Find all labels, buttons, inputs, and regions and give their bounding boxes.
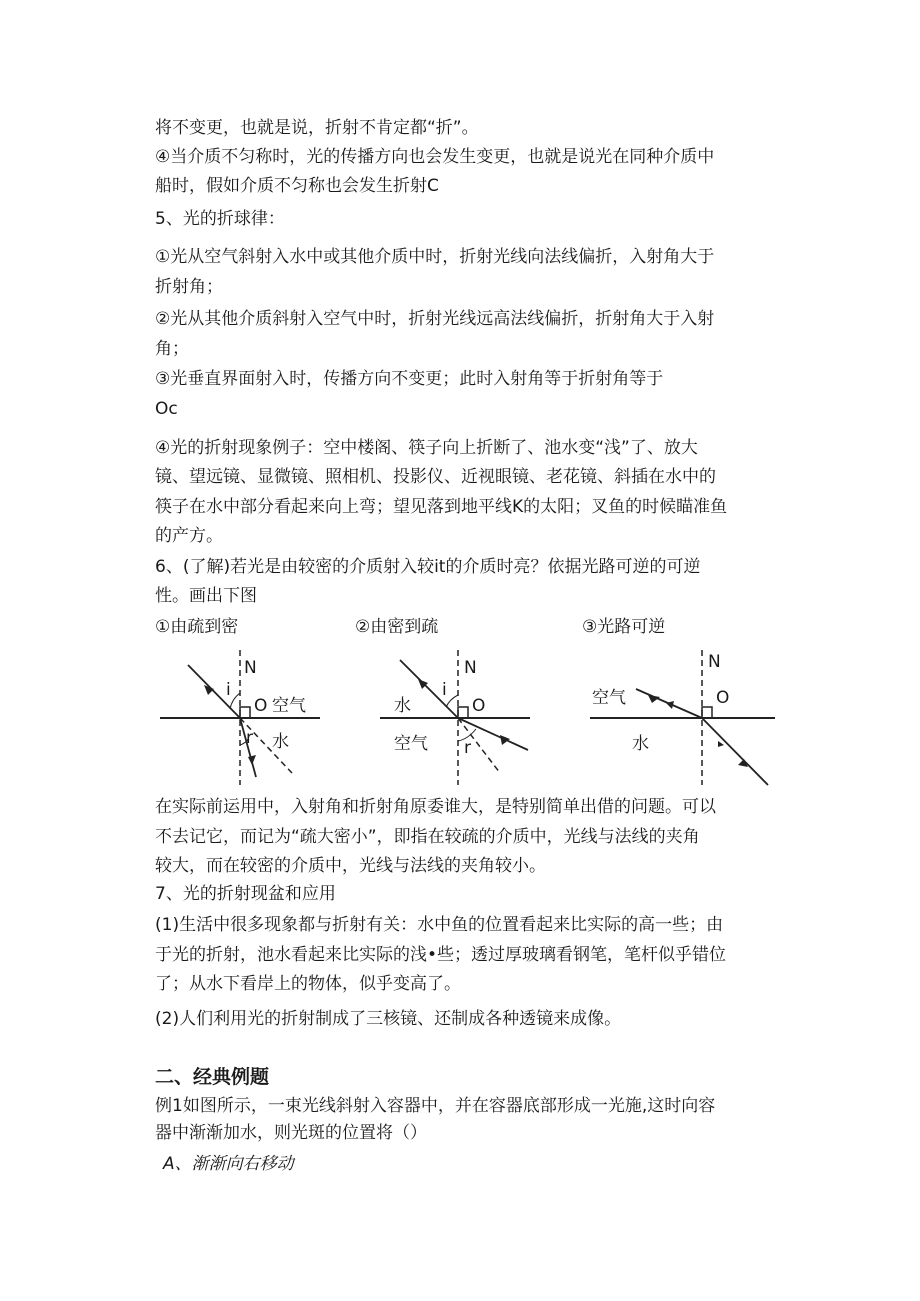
normal-label: N: [244, 658, 257, 678]
text-line: 6、(了解)若光是由较密的介质射入较it的介质时亮？依据光路可逆的可逆: [155, 557, 701, 577]
text-line: 不去记它，而记为“疏大密小”，即指在较疏的介质中，光线与法线的夹角: [155, 827, 700, 847]
text-line: 镜、望远镜、显微镜、照相机、投影仪、近视眼镜、老花镜、斜插在水中的: [155, 467, 716, 487]
refraction-diagram-3: [590, 645, 780, 785]
text-line: (1)生活中很多现象都与折射有关：水中鱼的位置看起来比实际的高一些；由: [155, 915, 724, 935]
text-line: ②光从其他介质斜射入空气中时，折射光线远高法线偏折，折射角大于入射: [155, 309, 715, 329]
text-line: 性。画出下图: [155, 586, 257, 606]
refraction-diagram-2: [380, 645, 560, 785]
diagram-caption: ②由密到疏: [355, 617, 439, 637]
text-line: 较大，而在较密的介质中，光线与法线的夹角较小。: [155, 856, 546, 876]
text-line: ④光的折射现象例子：空中楼阁、筷子向上折断了、池水变“浅”了、放大: [155, 438, 698, 458]
text-line: 于光的折射，池水看起来比实际的浅•些；透过厚玻璃看钢笔，笔杆似乎错位: [155, 945, 727, 965]
angle-r-label: r: [464, 738, 471, 758]
text-line: 船时，假如介质不匀称也会发生折射C: [155, 176, 439, 196]
point-o-label: O: [254, 696, 268, 716]
text-line: (2)人们利用光的折射制成了三核镜、还制成各种透镜来成像。: [155, 1009, 622, 1029]
text-line: Oc: [155, 399, 178, 419]
text-line: 将不变更，也就是说，折射不肯定都“折”。: [155, 118, 479, 138]
section-heading: 7、光的折射现盆和应用: [155, 884, 336, 904]
text-line: 器中渐渐加水，则光斑的位置将（）: [155, 1123, 427, 1143]
text-line: 在实际前运用中，入射角和折射角原委谁大，是特别简单出借的问题。可以: [155, 797, 716, 817]
text-line: 的产方。: [155, 526, 223, 546]
angle-i-label: i: [226, 680, 231, 700]
medium-top-label: 空气: [272, 696, 306, 716]
angle-i-label: i: [442, 680, 447, 700]
point-o-label: O: [472, 696, 486, 716]
text-line: 角；: [155, 339, 189, 359]
medium-bottom-label: 水: [632, 734, 649, 754]
section-heading: 5、光的折球律：: [155, 209, 285, 229]
text-line: ④当介质不匀称时，光的传播方向也会发生变更，也就是说光在同种介质中: [155, 147, 715, 167]
text-line: ①光从空气斜射入水中或其他介质中时，折射光线向法线偏折，入射角大于: [155, 247, 715, 267]
point-o-label: O: [716, 688, 730, 708]
text-line: 例1如图所示，一束光线斜射入容器中，并在容器底部形成一光施,这时向容: [155, 1096, 716, 1116]
normal-label: N: [708, 652, 721, 672]
text-line: 筷子在水中部分看起来向上弯；望见落到地平线K的太阳；叉鱼的时候瞄准鱼: [155, 497, 728, 517]
answer-option: A、渐渐向右移动: [163, 1154, 294, 1174]
medium-top-label: 空气: [592, 688, 626, 708]
medium-bottom-label: 水: [272, 732, 289, 752]
normal-label: N: [464, 658, 477, 678]
angle-r-label: r: [246, 728, 253, 748]
text-line: ③光垂直界面射入时，传播方向不变更；此时入射角等于折射角等于: [155, 369, 664, 389]
diagram-caption: ③光路可逆: [582, 617, 666, 637]
refraction-diagram-1: [160, 645, 340, 785]
section-title: 二、经典例题: [155, 1066, 270, 1088]
text-line: 折射角；: [155, 277, 223, 297]
medium-top-label: 水: [394, 696, 411, 716]
medium-bottom-label: 空气: [394, 734, 428, 754]
diagram-caption: ①由疏到密: [155, 617, 239, 637]
text-line: 了；从水下看岸上的物体，似乎变高了。: [155, 974, 461, 994]
